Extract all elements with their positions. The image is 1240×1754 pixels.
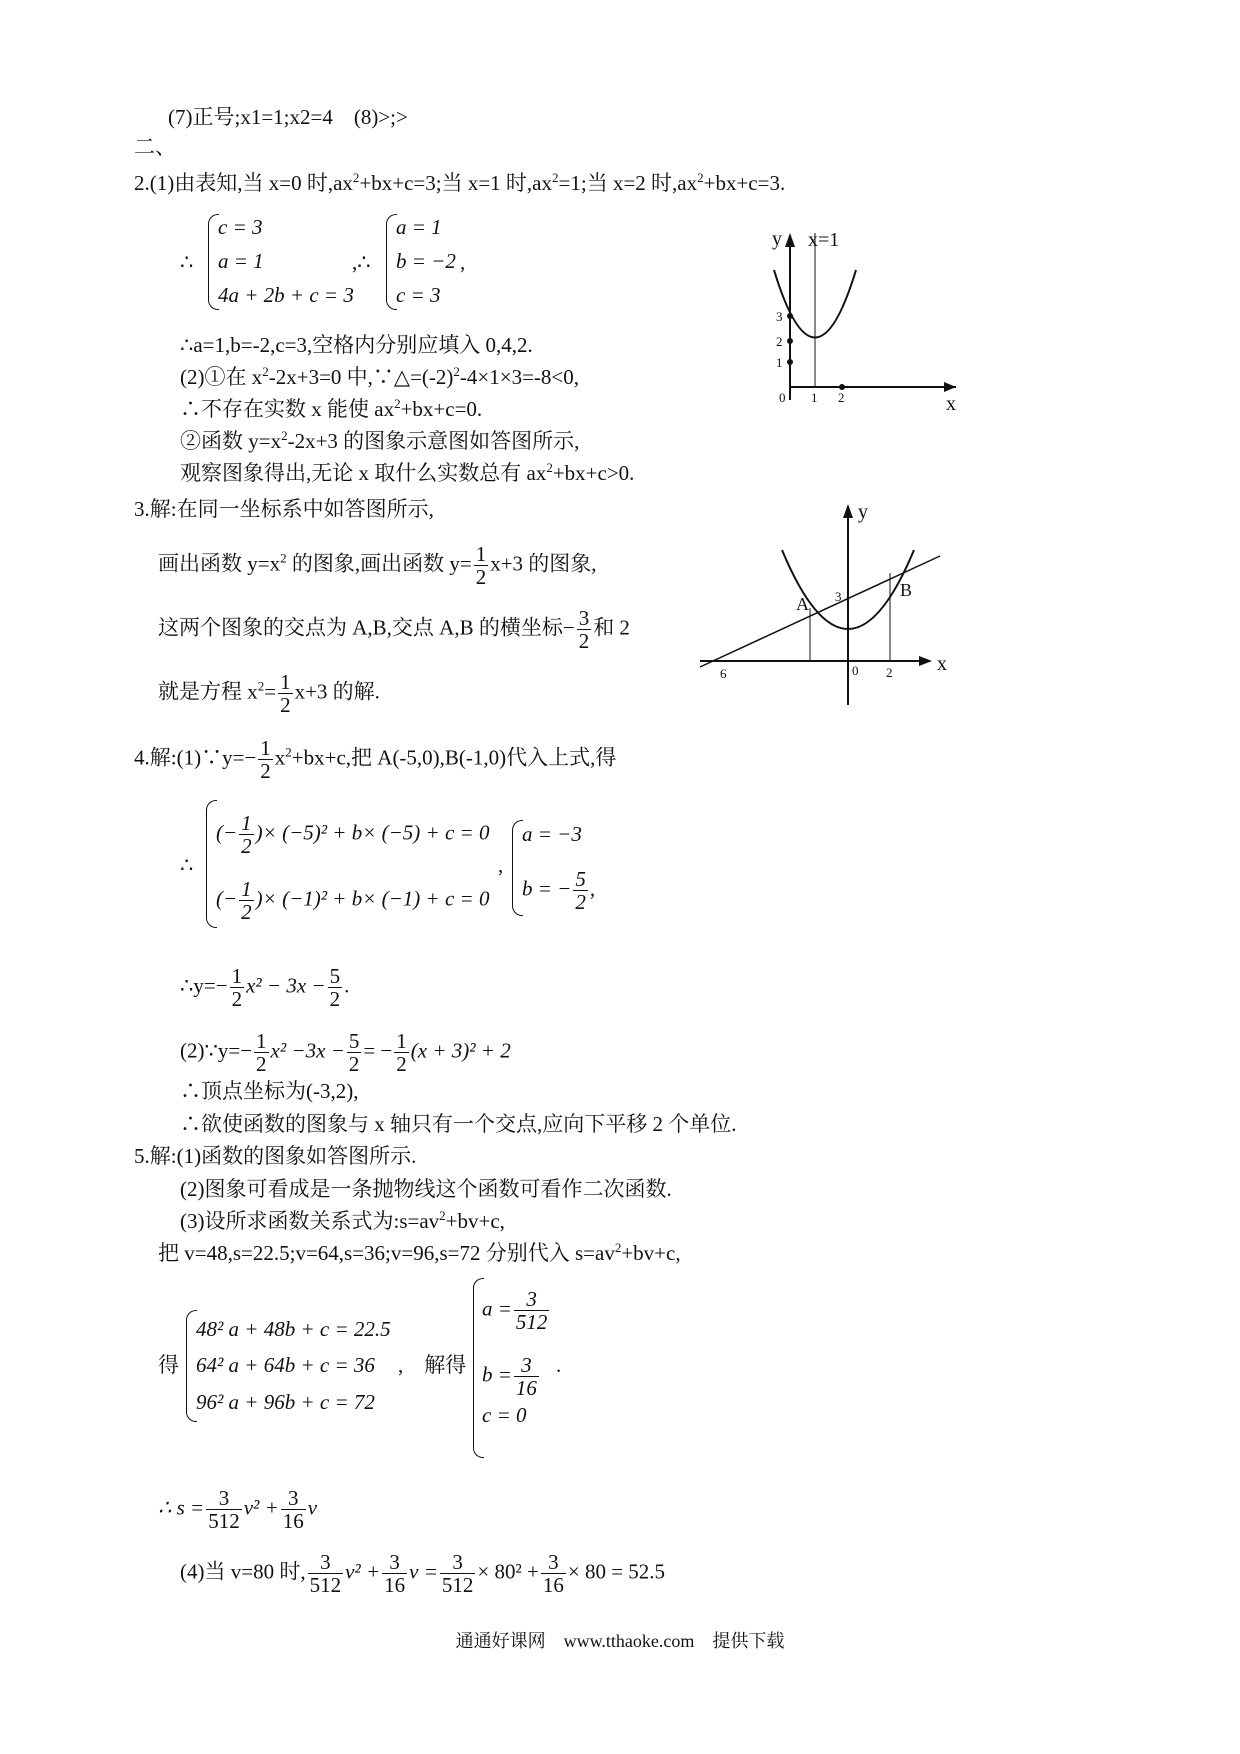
q5-equation3: 96² a + 96b + c = 72: [196, 1390, 375, 1414]
q2-graph-note: ②函数 $y=x^2-2x+3$ 的图象示意图如答图所示,: [180, 428, 580, 453]
q5-part2: (2)图象可看成是一条抛物线这个函数可看作二次函数.: [180, 1177, 672, 1201]
q5-formula: ∴ s = $\frac{3}{512}$ v² + $\frac{3}{16}$ v: [158, 1486, 318, 1533]
system1-row3: 4a + 2b + c = 3: [218, 283, 354, 307]
tick-1: 1: [776, 355, 783, 370]
q4-equation2: (− $\frac{1}{2}$ )× (−1)² + b× (−1) + c = 0: [216, 877, 490, 924]
therefore-symbol: ∴: [180, 853, 194, 877]
y-label: y: [772, 228, 782, 250]
q3-line3: 这两个图象的交点为 A,B,交点 A,B 的横坐标− $\frac{3}{2}$ 和 2: [158, 606, 630, 653]
tick-2: 2: [776, 334, 783, 349]
system1-row1: c = 3: [218, 215, 263, 239]
q2-header: 2.(1)由表知,当 x=0 时$,ax^2+bx+c=3$;当 x=1 时$,ax^2=1$;当 x=2 时$,ax^2+bx+c=3$.: [134, 170, 786, 195]
system1-row2: a = 1: [218, 249, 264, 273]
q4-solution-b: b = − $\frac{5}{2}$ ,: [522, 867, 596, 914]
q5-part1: 5.解:(1)函数的图象如答图所示.: [134, 1144, 417, 1168]
q4-function: ∴y=− $\frac{1}{2}$ x² − 3x − $\frac{5}{2}$ .: [180, 964, 350, 1011]
q4-vertex-form: (2)∵y=− $\frac{1}{2}$ x² −3x − $\frac{5}{2}$ = − $\frac{1}{2}$ (x + 3)² + 2: [180, 1029, 511, 1076]
y-axis-arrow: [785, 233, 795, 247]
q5-de: 得: [158, 1353, 179, 1377]
comma: ,: [498, 853, 504, 877]
y-axis-arrow: [843, 504, 853, 518]
q5-part3: (3)设所求函数关系式为$:s=av^2+bv+c$,: [180, 1208, 505, 1233]
q5-solution-a: a = $\frac{3}{512}$: [482, 1287, 548, 1334]
q2-conclusion: 观察图象得出,无论 x 取什么实数总有 $ax^2+bx+c>0$.: [180, 460, 635, 485]
q4-solution-a: a = −3: [522, 822, 582, 846]
q5-substitute: 把 v=48,s=22.5;v=64,s=36;v=96,s=72 分别代入 $s=av^2+bv+c$,: [158, 1240, 681, 1265]
tick-6: 6: [720, 666, 727, 681]
system2-row1: a = 1: [396, 215, 442, 239]
tick-x1: 1: [811, 390, 818, 405]
q5-solve: , 解得: [398, 1353, 467, 1377]
point-0-1: [787, 359, 793, 365]
therefore-symbol: ∴: [180, 250, 194, 274]
section-two-heading: 二、: [134, 135, 176, 159]
q4-vertex: ∴顶点坐标为(-3,2),: [180, 1079, 359, 1103]
tick-3: 3: [776, 309, 783, 324]
q3-line4: 就是方程 $x^2=$ $\frac{1}{2}$ x+3 的解.: [158, 670, 380, 717]
tick-x2: 2: [838, 390, 845, 405]
tick-origin: 0: [779, 390, 786, 405]
q2-result: ∴a=1,b=-2,c=3,空格内分别应填入 0,4,2.: [180, 333, 533, 357]
symmetry-label: x=1: [808, 229, 840, 251]
point-a-label: A: [796, 594, 809, 614]
q2-no-root: ∴不存在实数 x 能使 $ax^2+bx+c=0$.: [180, 396, 483, 421]
page-footer: 通通好课网 www.tthaoke.com 提供下载: [455, 1631, 785, 1651]
q3-line2: 画出函数 $y=x^2$ 的图象,画出函数 y= $\frac{1}{2}$ x+3 的图象,: [158, 542, 597, 589]
parabola-line-graph: [690, 500, 960, 710]
system2-row2: b = −2: [396, 249, 456, 273]
q5-equation1: 48² a + 48b + c = 22.5: [196, 1317, 391, 1341]
x-axis-arrow: [944, 382, 956, 392]
q5-equation2: 64² a + 64b + c = 36: [196, 1353, 375, 1377]
period: .: [556, 1353, 562, 1377]
q4-intro: 4.解:(1)∵y=− $\frac{1}{2}$ $x^2+bx+c$,把 A(-5,0),B(-1,0)代入上式,得: [134, 736, 617, 783]
point-b-label: B: [900, 580, 913, 600]
tick-2: 2: [886, 665, 893, 680]
system2-row3: c = 3: [396, 283, 441, 307]
point-0-2: [787, 338, 793, 344]
q3-intro: 3.解:在同一坐标系中如答图所示,: [134, 497, 434, 521]
point-0-3: [787, 313, 793, 319]
parabola-graph-1: [760, 225, 970, 415]
q4-equation1: (− $\frac{1}{2}$ )× (−5)² + b× (−5) + c = 0: [216, 811, 490, 858]
q4-shift: ∴欲使函数的图象与 x 轴只有一个交点,应向下平移 2 个单位.: [180, 1112, 737, 1136]
x-label: x: [937, 653, 947, 675]
q5-solution-b: b = $\frac{3}{16}$: [482, 1353, 537, 1400]
x-axis-arrow: [919, 656, 932, 666]
y-label: y: [858, 501, 868, 523]
x-label: x: [946, 393, 956, 415]
tick-origin: 0: [852, 663, 859, 678]
q5-solution-c: c = 0: [482, 1403, 527, 1427]
tick-3: 3: [835, 589, 842, 604]
q5-part4: (4)当 v=80 时, $\frac{3}{512}$ v² + $\frac{3}{16}$ v = $\frac{3}{512}$ × 80² + $\frac{3}{16}$ × 80 = 52.5: [180, 1550, 666, 1597]
system-separator: ,∴: [352, 250, 371, 274]
q2-discriminant: (2)①在 $x^2-2x+3=0$ 中$,\because\triangle=(-2)^2-4\times 1\times 3=-8<0$,: [180, 364, 580, 389]
answer-7-8: (7)正号;x1=1;x2=4 (8)>;>: [168, 105, 408, 129]
comma: ,: [460, 250, 466, 274]
